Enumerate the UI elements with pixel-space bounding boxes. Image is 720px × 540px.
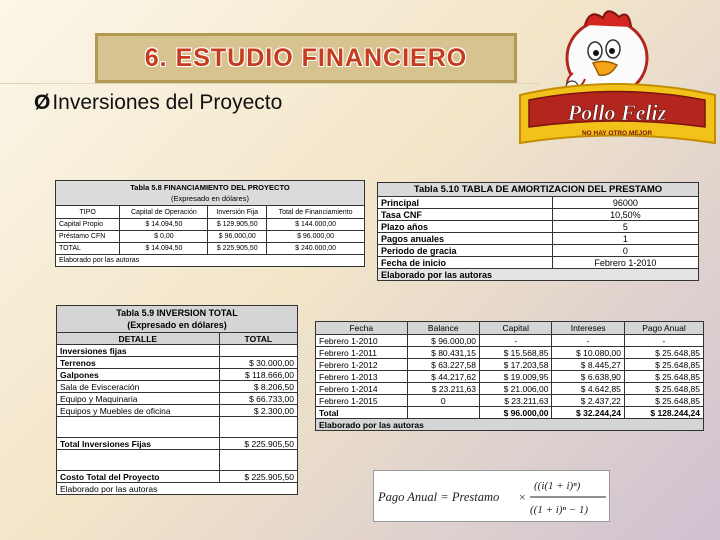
bullet-text: Inversiones del Proyecto xyxy=(52,91,283,114)
table-footer-row: Elaborado por las autoras xyxy=(57,483,298,495)
slide-title-box xyxy=(95,33,517,83)
table-row: Tasa CNF 10,50% xyxy=(378,209,699,221)
table-amortizacion-params xyxy=(377,182,699,281)
table-row: Febrero 1-2011 $ 80.431,15 $ 15.568,85 $ 10.080,00 $ 25.648,85 xyxy=(316,347,704,359)
table-row: TOTAL $ 14.094,50 $ 225.905,50 $ 240.000,00 xyxy=(56,243,365,255)
logo-brand: Pollo Feliz xyxy=(567,100,667,125)
bullet-point xyxy=(34,91,282,115)
table-row: Febrero 1-2014 $ 23.211,63 $ 21.006,00 $ 4.642,85 $ 25.648,85 xyxy=(316,383,704,395)
t58-caption: Tabla 5.8 FINANCIAMIENTO DEL PROYECTO (Expresado en dólares) xyxy=(56,181,365,206)
t58-header: TIPO xyxy=(56,206,120,219)
table-amortizacion-schedule xyxy=(315,321,704,431)
t58-header: Total de Financiamiento xyxy=(267,206,365,219)
table-inversion-total xyxy=(56,305,298,495)
slide-title: 6. ESTUDIO FINANCIERO xyxy=(144,43,468,72)
logo-tagline: NO HAY OTRO MEJOR xyxy=(581,130,653,137)
table-row: Principal 96000 xyxy=(378,197,699,209)
amort-header: Intereses xyxy=(552,322,624,335)
amort-header: Pago Anual xyxy=(624,322,703,335)
table-footer-row: Elaborado por las autoras xyxy=(56,255,365,267)
formula-lhs: Pago Anual = Prestamo xyxy=(378,490,500,504)
formula-denominator: ((1 + i)ⁿ − 1) xyxy=(530,504,589,516)
table-row: Fecha de inicio Febrero 1-2010 xyxy=(378,257,699,269)
t59-header: DETALLE xyxy=(57,333,220,345)
amort-header: Balance xyxy=(407,322,479,335)
table-row: Febrero 1-2012 $ 63.227,58 $ 17.203,58 $ 8.445,27 $ 25.648,85 xyxy=(316,359,704,371)
table-row: Préstamo CFN $ 0,00 $ 96.000,00 $ 96.000,00 xyxy=(56,231,365,243)
table-total-row: Total $ 96.000,00 $ 32.244,24 $ 128.244,24 xyxy=(316,407,704,419)
pollo-feliz-logo xyxy=(515,3,720,148)
amort-header: Capital xyxy=(480,322,552,335)
table-row: Sala de Evisceración $ 8.206,50 xyxy=(57,381,298,393)
table-row: Plazo años 5 xyxy=(378,221,699,233)
table-row: Equipo y Maquinaria $ 66.733,00 xyxy=(57,393,298,405)
t59-header: TOTAL xyxy=(219,333,297,345)
table-row: Capital Propio $ 14.094,50 $ 129.905,50 $ 144.000,00 xyxy=(56,219,365,231)
t58-header: Inversión Fija xyxy=(208,206,267,219)
pago-anual-formula xyxy=(373,470,610,522)
table-row: Total Inversiones Fijas $ 225.905,50 xyxy=(57,438,298,450)
bullet-arrow-icon: Ø xyxy=(34,91,51,114)
table-row: Pagos anuales 1 xyxy=(378,233,699,245)
svg-text:×: × xyxy=(519,490,526,504)
table-row: Costo Total del Proyecto $ 225.905,50 xyxy=(57,471,298,483)
formula-numerator: ((i(1 + i)ⁿ) xyxy=(534,480,581,492)
amort-header: Fecha xyxy=(316,322,408,335)
table-row: Febrero 1-2010 $ 96.000,00 - - - xyxy=(316,335,704,347)
table-row: Febrero 1-2013 $ 44.217,62 $ 19.009,95 $ 6.638,90 $ 25.648,85 xyxy=(316,371,704,383)
table-row: Febrero 1-2015 0 $ 23.211,63 $ 2.437,22 $ 25.648,85 xyxy=(316,395,704,407)
table-row: Equipos y Muebles de oficina $ 2.300,00 xyxy=(57,405,298,417)
t59-caption: Tabla 5.9 INVERSION TOTAL (Expresado en dólares) xyxy=(57,306,298,333)
table-financiamiento xyxy=(55,180,365,267)
title-divider xyxy=(0,83,540,84)
t510-caption: Tabla 5.10 TABLA DE AMORTIZACION DEL PRESTAMO xyxy=(378,183,699,197)
table-footer-row: Elaborado por las autoras xyxy=(316,419,704,431)
table-row: Galpones $ 118.666,00 xyxy=(57,369,298,381)
table-row: Terrenos $ 30.000,00 xyxy=(57,357,298,369)
table-row: Periodo de gracia 0 xyxy=(378,245,699,257)
table-footer-row: Elaborado por las autoras xyxy=(378,269,699,281)
t58-header: Capital de Operación xyxy=(120,206,208,219)
table-row: Inversiones fijas xyxy=(57,345,298,357)
